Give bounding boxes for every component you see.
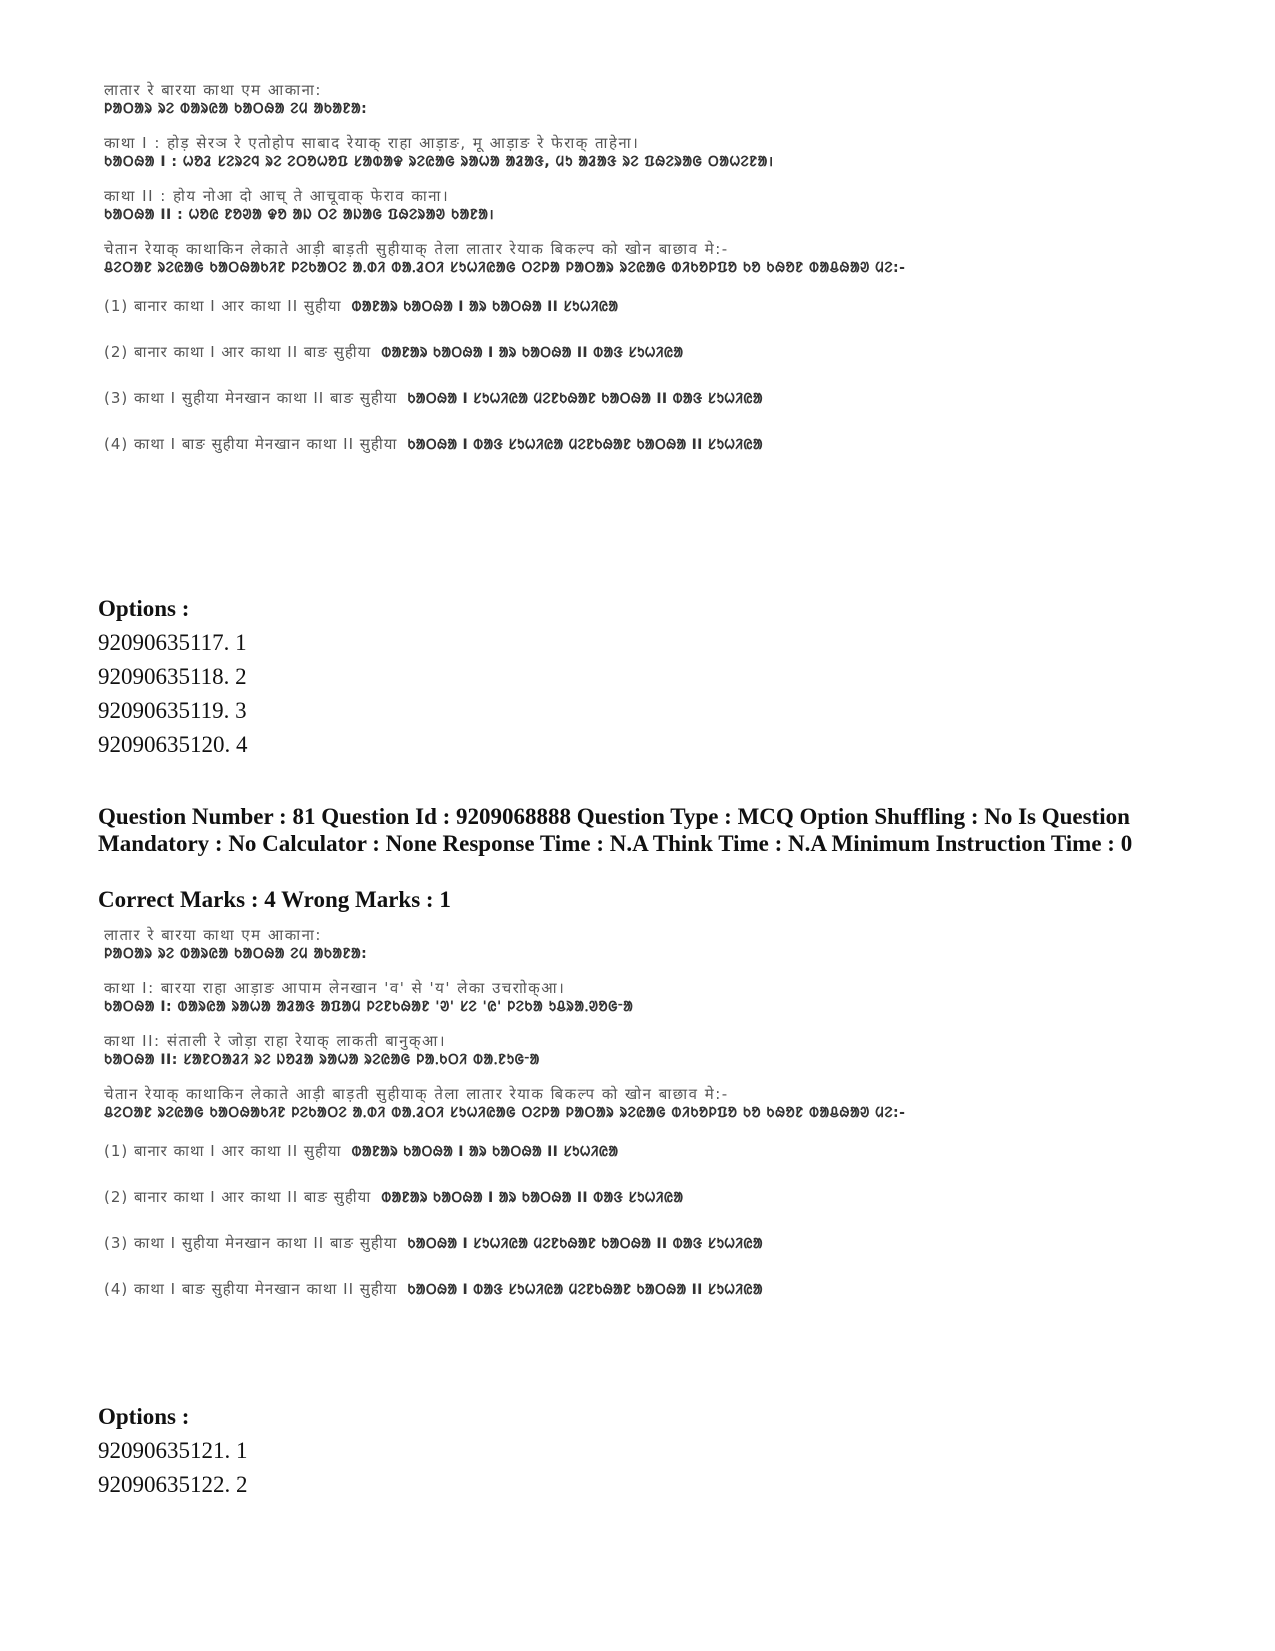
q80-choice: (1) बानार काथा I आर काथा II सुहीया ᱵᱟᱱᱟᱨ ᱠᱟᱛᱷᱟ I ᱟᱨ ᱠᱟᱛᱷᱟ II ᱥᱩᱦᱤᱭᱟ	[104, 297, 619, 315]
q80-choice: (2) बानार काथा I आर काथा II बाङ सुहीया ᱵᱟᱱᱟᱨ ᱠᱟᱛᱷᱟ I ᱟᱨ ᱠᱟᱛᱷᱟ II ᱵᱟᱝ ᱥᱩᱦᱤᱭᱟ	[104, 343, 684, 361]
option-item: 92090635120. 4	[98, 732, 248, 757]
q80-stem-santali: ᱞᱟᱛᱟᱨ ᱨᱮ ᱵᱟᱨᱭᱟ ᱠᱟᱛᱷᱟ ᱮᱢ ᱟᱠᱟᱱᱟ:	[104, 101, 368, 117]
q81-stem-hindi: लातार रे बारया काथा एम आकाना:	[104, 926, 322, 944]
q81-instruction-santali: ᱪᱮᱛᱟᱱ ᱨᱮᱭᱟᱜ ᱠᱟᱛᱷᱟᱠᱤᱱ ᱞᱮᱠᱟᱛᱮ ᱟᱹᱰᱤ ᱵᱟᱹᱲᱛᱤ ᱥᱩᱦᱤᱭᱟᱜ ᱛᱮᱞᱟ ᱞᱟᱛᱟᱨ ᱨᱮᱭᱟᱜ ᱵᱤᱠᱚᱞᱯᱚ ᱠᱚ ᱠᱷᱚᱱ ᱵᱟᱪᱷᱟᱣ ᱢᱮ:-	[104, 1105, 906, 1121]
q81-statement2-hindi: काथा II: संताली रे जोड़ा राहा रेयाक् लाकती बानुक्आ।	[104, 1032, 447, 1050]
option-item: 92090635118. 2	[98, 664, 247, 689]
q81-instruction-hindi: चेतान रेयाक् काथाकिन लेकाते आड़ी बाड़ती सुहीयाक् तेला लातार रेयाक बिकल्प को खोन बाछाव मे:-	[104, 1085, 729, 1103]
q81-choice: (3) काथा I सुहीया मेनखान काथा II बाङ सुहीया ᱠᱟᱛᱷᱟ I ᱥᱩᱦᱤᱭᱟ ᱢᱮᱱᱠᱷᱟᱱ ᱠᱟᱛᱷᱟ II ᱵᱟᱝ ᱥᱩᱦᱤᱭᱟ	[104, 1234, 763, 1252]
option-item: 92090635117. 1	[98, 630, 247, 655]
q81-options	[98, 1400, 248, 1502]
q80-instruction-santali: ᱪᱮᱛᱟᱱ ᱨᱮᱭᱟᱜ ᱠᱟᱛᱷᱟᱠᱤᱱ ᱞᱮᱠᱟᱛᱮ ᱟᱹᱰᱤ ᱵᱟᱹᱲᱛᱤ ᱥᱩᱦᱤᱭᱟᱜ ᱛᱮᱞᱟ ᱞᱟᱛᱟᱨ ᱨᱮᱭᱟᱜ ᱵᱤᱠᱚᱞᱯᱚ ᱠᱚ ᱠᱷᱚᱱ ᱵᱟᱪᱷᱟᱣ ᱢᱮ:-	[104, 260, 906, 276]
q80-scanned-question	[104, 80, 924, 454]
options-label: Options :	[98, 1404, 190, 1429]
q81-choice: (1) बानार काथा I आर काथा II सुहीया ᱵᱟᱱᱟᱨ ᱠᱟᱛᱷᱟ I ᱟᱨ ᱠᱟᱛᱷᱟ II ᱥᱩᱦᱤᱭᱟ	[104, 1142, 619, 1160]
q81-choice: (4) काथा I बाङ सुहीया मेनखान काथा II सुहीया ᱠᱟᱛᱷᱟ I ᱵᱟᱝ ᱥᱩᱦᱤᱭᱟ ᱢᱮᱱᱠᱷᱟᱱ ᱠᱟᱛᱷᱟ II ᱥᱩᱦᱤᱭᱟ	[104, 1280, 763, 1298]
q80-choice: (4) काथा I बाङ सुहीया मेनखान काथा II सुहीया ᱠᱟᱛᱷᱟ I ᱵᱟᱝ ᱥᱩᱦᱤᱭᱟ ᱢᱮᱱᱠᱷᱟᱱ ᱠᱟᱛᱷᱟ II ᱥᱩᱦᱤᱭᱟ	[104, 435, 763, 453]
q80-choice: (3) काथा I सुहीया मेनखान काथा II बाङ सुहीया ᱠᱟᱛᱷᱟ I ᱥᱩᱦᱤᱭᱟ ᱢᱮᱱᱠᱷᱟᱱ ᱠᱟᱛᱷᱟ II ᱵᱟᱝ ᱥᱩᱦᱤᱭᱟ	[104, 389, 763, 407]
options-label: Options :	[98, 596, 190, 621]
q81-scanned-question	[104, 925, 924, 1299]
q81-stem-santali: ᱞᱟᱛᱟᱨ ᱨᱮ ᱵᱟᱨᱭᱟ ᱠᱟᱛᱷᱟ ᱮᱢ ᱟᱠᱟᱱᱟ:	[104, 946, 368, 962]
q80-options	[98, 592, 248, 762]
q81-marks: Correct Marks : 4 Wrong Marks : 1	[98, 887, 451, 912]
q80-statement1-hindi: काथा I : होड़ सेरञ रे एतोहोप साबाद रेयाक् राहा आड़ाङ, मू आड़ाङ रे फेराक् ताहेना।	[104, 134, 640, 152]
q80-statement2-santali: ᱠᱟᱛᱷᱟ II : ᱦᱚᱭ ᱱᱚᱣᱟ ᱫᱚ ᱟᱡ ᱛᱮ ᱟᱡᱟᱜ ᱯᱷᱮᱨᱟᱣ ᱠᱟᱱᱟ।	[104, 207, 495, 223]
q80-stem-hindi: लातार रे बारया काथा एम आकाना:	[104, 81, 322, 99]
q81-statement1-hindi: काथा I: बारया राहा आड़ाङ आपाम लेनखान 'व' से 'य' लेका उचराोक्आ।	[104, 979, 566, 997]
option-item: 92090635119. 3	[98, 698, 247, 723]
option-item: 92090635122. 2	[98, 1472, 248, 1497]
q80-instruction-hindi: चेतान रेयाक् काथाकिन लेकाते आड़ी बाड़ती सुहीयाक् तेला लातार रेयाक बिकल्प को खोन बाछाव मे:-	[104, 240, 729, 258]
q81-statement1-santali: ᱠᱟᱛᱷᱟ I: ᱵᱟᱨᱭᱟ ᱨᱟᱦᱟ ᱟᱲᱟᱝ ᱟᱯᱟᱢ ᱞᱮᱱᱠᱷᱟᱱ 'ᱣ' ᱥᱮ 'ᱭ' ᱞᱮᱠᱟ ᱩᱪᱨᱟᱹᱣᱚᱜᱼᱟ	[104, 999, 634, 1015]
option-item: 92090635121. 1	[98, 1438, 248, 1463]
q81-choice: (2) बानार काथा I आर काथा II बाङ सुहीया ᱵᱟᱱᱟᱨ ᱠᱟᱛᱷᱟ I ᱟᱨ ᱠᱟᱛᱷᱟ II ᱵᱟᱝ ᱥᱩᱦᱤᱭᱟ	[104, 1188, 684, 1206]
q81-metadata: Question Number : 81 Question Id : 9209068888 Question Type : MCQ Option Shuffling : No Is Question Mandatory : No Calculator : None Response Time : N.A Think Time : N.A Minimum Instruction Time : 0	[98, 804, 1133, 856]
q80-statement1-santali: ᱠᱟᱛᱷᱟ I : ᱦᱚᱲ ᱥᱮᱨᱮᱧ ᱨᱮ ᱮᱛᱚᱦᱚᱯ ᱥᱟᱵᱟᱫ ᱨᱮᱭᱟᱜ ᱨᱟᱦᱟ ᱟᱲᱟᱝ, ᱢᱩ ᱟᱲᱟᱝ ᱨᱮ ᱯᱷᱮᱨᱟᱜ ᱛᱟᱦᱮᱱᱟ।	[104, 154, 774, 170]
q80-statement2-hindi: काथा II : होय नोआ दो आच् ते आचूवाक् फेराव काना।	[104, 187, 450, 205]
q81-statement2-santali: ᱠᱟᱛᱷᱟ II: ᱥᱟᱱᱛᱟᱲᱤ ᱨᱮ ᱡᱚᱲᱟ ᱨᱟᱦᱟ ᱨᱮᱭᱟᱜ ᱞᱟᱹᱠᱛᱤ ᱵᱟᱹᱱᱩᱜᱼᱟ	[104, 1052, 540, 1068]
